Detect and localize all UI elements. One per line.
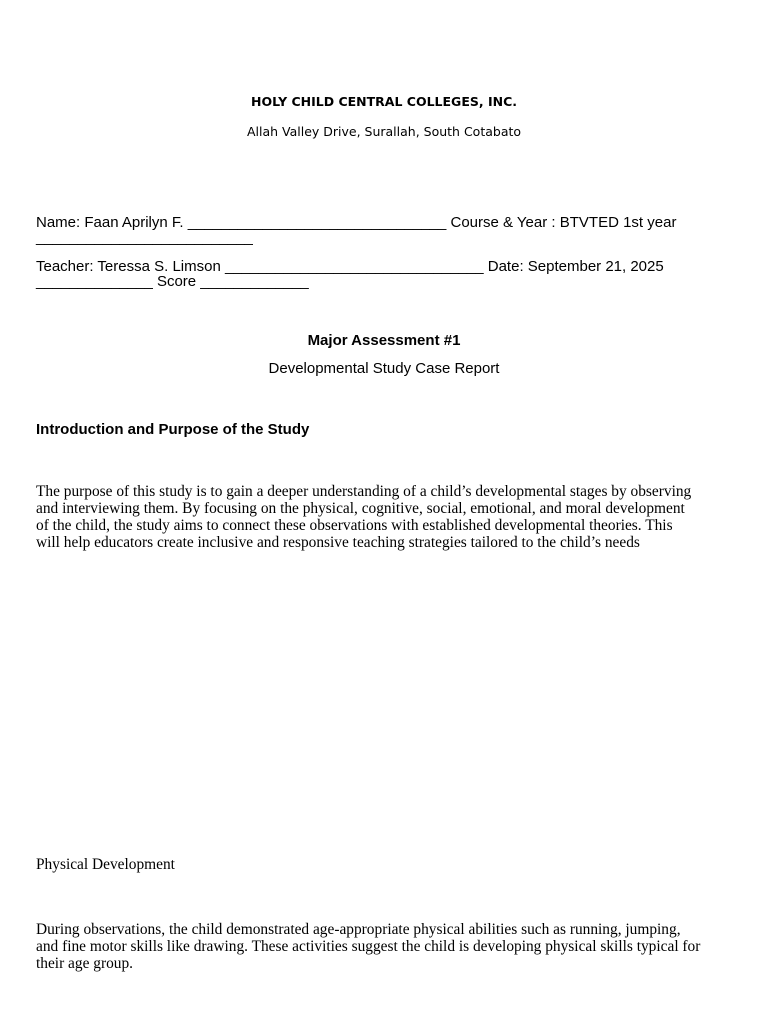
school-address: Allah Valley Drive, Surallah, South Cotabato: [246, 124, 522, 139]
paragraph-line: their age group.: [36, 955, 134, 972]
school-name: HOLY CHILD CENTRAL COLLEGES, INC.: [250, 94, 517, 109]
introduction-paragraph: [36, 483, 736, 551]
physical-development-heading: Physical Development: [36, 856, 175, 873]
physical-development-paragraph: [36, 921, 736, 972]
name-course-line: Name: Faan Aprilyn F. _______________________________ Course & Year : BTVTED 1st year: [36, 214, 677, 231]
teacher-date-line: Teacher: Teressa S. Limson _______________________________ Date: September 21, 2025: [36, 258, 664, 275]
name-course-line-continuation: __________________________: [36, 229, 253, 246]
assessment-subtitle: Developmental Study Case Report: [268, 360, 500, 377]
score-line: ______________ Score _____________: [36, 273, 309, 290]
paragraph-line: of the child, the study aims to connect these observations with established developmental theories. This: [36, 517, 673, 534]
paragraph-line: The purpose of this study is to gain a deeper understanding of a child’s developmental stages by observing: [36, 483, 692, 500]
paragraph-line: During observations, the child demonstrated age-appropriate physical abilities such as running, jumping,: [36, 921, 681, 938]
assessment-title: Major Assessment #1: [307, 332, 461, 349]
paragraph-line: will help educators create inclusive and responsive teaching strategies tailored to the child’s needs: [36, 534, 640, 551]
paragraph-line: and fine motor skills like drawing. These activities suggest the child is developing physical skills typical for: [36, 938, 701, 955]
paragraph-line: and interviewing them. By focusing on the physical, cognitive, social, emotional, and moral development: [36, 500, 685, 517]
introduction-heading: Introduction and Purpose of the Study: [36, 421, 310, 438]
